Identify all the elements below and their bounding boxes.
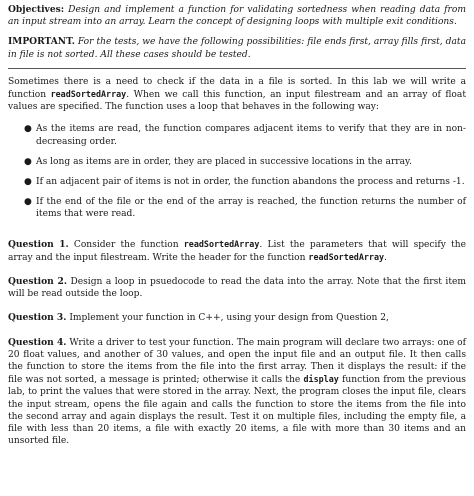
objectives-label: Objectives:: [8, 4, 65, 15]
list-item: ● If the end of the file or the end of the array is reached, the function returns the number of items that were read.: [24, 197, 466, 220]
behavior-list: [8, 123, 466, 220]
important-paragraph: [8, 36, 466, 60]
list-item: ● As the items are read, the function compares adjacent items to verify that they are in non-decreasing order.: [24, 124, 466, 147]
bullet-icon: ●: [24, 156, 32, 167]
important-text: For the tests, we have the following possibilities: file ends first, array fills first, data in file is not sorted. All these cases should be tested.: [8, 37, 466, 60]
important-label: IMPORTANT.: [8, 36, 75, 48]
intro-text-1: Sometimes there is a need to check if the data in a file is sorted. In this lab we will write a function: [8, 76, 466, 101]
list-item: ● As long as items are in order, they are placed in successive locations in the array.: [24, 156, 412, 167]
question-1-label: Question 1.: [8, 238, 69, 250]
question-4-label: Question 4.: [8, 336, 67, 348]
list-item: ● If an adjacent pair of items is not in order, the function abandons the process and returns -1.: [24, 177, 465, 188]
question-3: Question 3. Implement your function in C++, using your design from Question 2,: [8, 312, 389, 324]
objectives-paragraph: [8, 4, 466, 28]
question-4: Question 4. Write a driver to test your function. The main program will declare two arrays: one of 20 float values, and another of 30 values, and open the input file and an output file. It then calls the function to store the items from the file into the first array. Then it displays the result: if the file was not sorted, a message is printed; otherwise it calls the display function from the previous lab, to print the values that were stored in the array. Next, the program closes the input file, clears the input stream, opens the file again and calls the function to store the items from the file into the second array and again displays the result. Test it on multiple files, including the empty file, a file with less than 20 items, a file with exactly 20 items, a file with more than 30 items and an unsorted file.: [8, 336, 466, 447]
intro-function-name: readSortedArray: [50, 89, 127, 100]
intro-paragraph: [8, 76, 466, 114]
question-2-label: Question 2.: [8, 276, 67, 288]
bullet-icon: ●: [24, 124, 32, 135]
bullet-icon: ●: [24, 197, 32, 208]
question-4-function-name: display: [303, 374, 339, 385]
question-2: Question 2. Design a loop in psuedocode to read the data into the array. Note that the first item will be read outside the loop.: [8, 276, 466, 300]
bullet-icon: ●: [24, 177, 32, 188]
question-1-function-name-2: readSortedArray: [308, 251, 385, 262]
objectives-text: Design and implement a function for validating sortedness when reading data from an input stream into an array. Learn the concept of designing loops with multiple exit conditions.: [8, 5, 466, 28]
question-1: Question 1. Consider the function readSortedArray. List the parameters that will specify the array and the input filestream. Write the header for the function readSortedArray.: [8, 238, 466, 263]
question-1-function-name: readSortedArray: [183, 238, 260, 249]
question-3-label: Question 3.: [8, 312, 67, 324]
intro-text-2: . When we call this function, an input filestream and an array of float values are specified. The function uses a loop that behaves in the following way:: [8, 90, 466, 113]
